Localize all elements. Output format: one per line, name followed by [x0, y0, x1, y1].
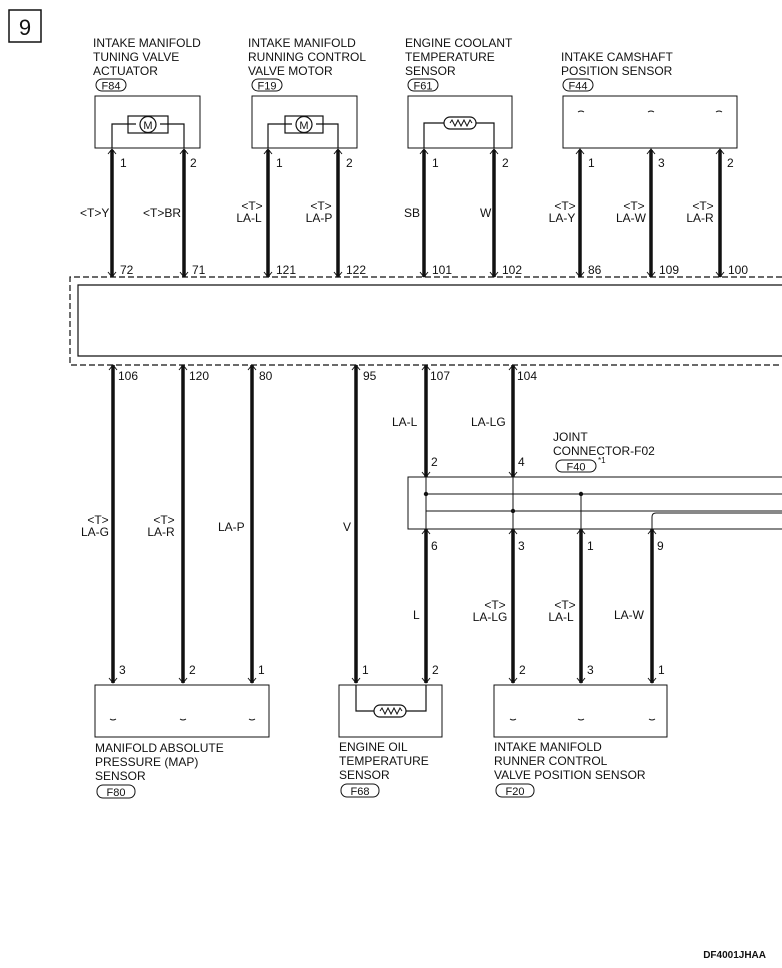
component-f80-title: MANIFOLD ABSOLUTE PRESSURE (MAP) SENSOR: [95, 741, 224, 783]
component-f80: [95, 685, 269, 799]
svg-text:109: 109: [659, 263, 680, 277]
top-component-pins: [120, 156, 734, 170]
joint-connector-title: JOINT CONNECTOR-F02: [553, 430, 655, 458]
connector-code-f80: F80: [106, 787, 126, 799]
component-f84-title: INTAKE MANIFOLD TUNING VALVE ACTUATOR: [93, 36, 201, 78]
svg-text:M: M: [299, 120, 309, 132]
page-number-badge: [9, 10, 41, 42]
connector-code-f44: F44: [568, 80, 588, 93]
svg-text:<T>: <T>: [692, 199, 714, 213]
svg-text:W: W: [480, 206, 492, 220]
svg-text:122: 122: [346, 263, 367, 277]
connector-code-f40: F40: [566, 461, 586, 474]
svg-text:86: 86: [588, 263, 602, 277]
svg-text:100: 100: [728, 263, 749, 277]
svg-text:<T>: <T>: [554, 199, 576, 213]
footnote-mark: *1: [598, 456, 606, 465]
svg-text:3: 3: [119, 663, 126, 677]
bottom-wires: [113, 365, 652, 683]
svg-text:104: 104: [517, 369, 538, 383]
component-f84: [93, 36, 204, 148]
component-f20: [494, 685, 667, 798]
svg-text:<T>: <T>: [87, 513, 109, 527]
svg-text:71: 71: [192, 263, 206, 277]
svg-text:<T>: <T>: [310, 199, 332, 213]
svg-text:1: 1: [588, 156, 595, 170]
svg-text:2: 2: [346, 156, 353, 170]
component-f44: [561, 50, 737, 148]
svg-text:2: 2: [431, 455, 438, 469]
svg-text:3: 3: [587, 663, 594, 677]
svg-text:LA-Y: LA-Y: [548, 211, 576, 225]
svg-text:V: V: [343, 520, 352, 534]
svg-text:4: 4: [518, 455, 525, 469]
connector-code-f20: F20: [505, 786, 525, 798]
svg-text:2: 2: [189, 663, 196, 677]
svg-text:<T>: <T>: [153, 513, 175, 527]
svg-text:LA-LG: LA-LG: [471, 415, 506, 429]
svg-text:1: 1: [587, 539, 594, 553]
svg-text:101: 101: [432, 263, 453, 277]
svg-text:L: L: [413, 608, 420, 622]
svg-text:M: M: [143, 120, 153, 132]
svg-text:6: 6: [431, 539, 438, 553]
ecu-pins-top: [120, 263, 748, 277]
svg-text:LA-W: LA-W: [614, 608, 644, 622]
svg-text:1: 1: [120, 156, 127, 170]
svg-text:1: 1: [258, 663, 265, 677]
connector-code-f68: F68: [350, 786, 370, 798]
svg-text:95: 95: [363, 369, 377, 383]
svg-text:1: 1: [362, 663, 369, 677]
ecu-box: [70, 277, 782, 365]
joint-connector-f02: [408, 430, 782, 553]
svg-text:2: 2: [727, 156, 734, 170]
connector-code-f84: F84: [101, 80, 121, 93]
svg-text:<T>: <T>: [554, 598, 576, 612]
svg-text:3: 3: [518, 539, 525, 553]
component-f19: [248, 36, 369, 148]
svg-text:LA-L: LA-L: [392, 415, 418, 429]
svg-text:9: 9: [657, 539, 664, 553]
svg-text:LA-P: LA-P: [305, 211, 333, 225]
svg-text:107: 107: [430, 369, 451, 383]
component-f44-title: INTAKE CAMSHAFT POSITION SENSOR: [561, 50, 673, 78]
svg-text:LA-R: LA-R: [686, 211, 714, 225]
svg-text:LA-R: LA-R: [147, 525, 175, 539]
svg-text:80: 80: [259, 369, 273, 383]
svg-text:<T>BR: <T>BR: [143, 206, 182, 220]
bottom-component-pins: [119, 663, 665, 677]
component-f68: [339, 685, 442, 798]
page-number: 9: [18, 15, 32, 40]
svg-text:1: 1: [276, 156, 283, 170]
component-f20-title: INTAKE MANIFOLD RUNNER CONTROL VALVE POSITION SENSOR: [494, 740, 646, 782]
bottom-wire-terminals: [109, 365, 656, 683]
svg-text:LA-W: LA-W: [616, 211, 646, 225]
component-f68-title: ENGINE OIL TEMPERATURE SENSOR: [339, 740, 429, 782]
svg-text:2: 2: [502, 156, 509, 170]
svg-text:LA-P: LA-P: [218, 520, 245, 534]
svg-text:120: 120: [189, 369, 210, 383]
connector-code-f61: F61: [413, 80, 433, 93]
svg-text:LA-G: LA-G: [80, 525, 110, 539]
svg-text:106: 106: [118, 369, 139, 383]
connector-code-f19: F19: [257, 80, 277, 93]
svg-text:2: 2: [519, 663, 526, 677]
mid-wire-labels: [392, 415, 506, 429]
svg-text:SB: SB: [404, 206, 421, 220]
svg-text:LA-L: LA-L: [548, 610, 574, 624]
component-f19-title: INTAKE MANIFOLD RUNNING CONTROL VALVE MOTOR: [248, 36, 366, 78]
svg-text:1: 1: [658, 663, 665, 677]
svg-text:LA-LG: LA-LG: [472, 610, 508, 624]
ecu-pins-bottom: [118, 369, 537, 383]
svg-text:2: 2: [432, 663, 439, 677]
svg-text:<T>Y: <T>Y: [80, 206, 110, 220]
svg-text:72: 72: [120, 263, 134, 277]
diagram-code: DF4001JHAA: [703, 950, 766, 961]
svg-text:3: 3: [658, 156, 665, 170]
svg-text:2: 2: [190, 156, 197, 170]
svg-text:<T>: <T>: [484, 598, 506, 612]
component-f61: [405, 36, 515, 148]
top-wire-labels: [80, 199, 714, 225]
svg-text:<T>: <T>: [241, 199, 263, 213]
svg-text:1: 1: [432, 156, 439, 170]
component-f61-title: ENGINE COOLANT TEMPERATURE SENSOR: [405, 36, 513, 78]
lower-wire-labels: [81, 513, 645, 624]
svg-text:<T>: <T>: [623, 199, 645, 213]
svg-text:121: 121: [276, 263, 297, 277]
svg-text:LA-L: LA-L: [236, 211, 262, 225]
svg-text:102: 102: [502, 263, 523, 277]
